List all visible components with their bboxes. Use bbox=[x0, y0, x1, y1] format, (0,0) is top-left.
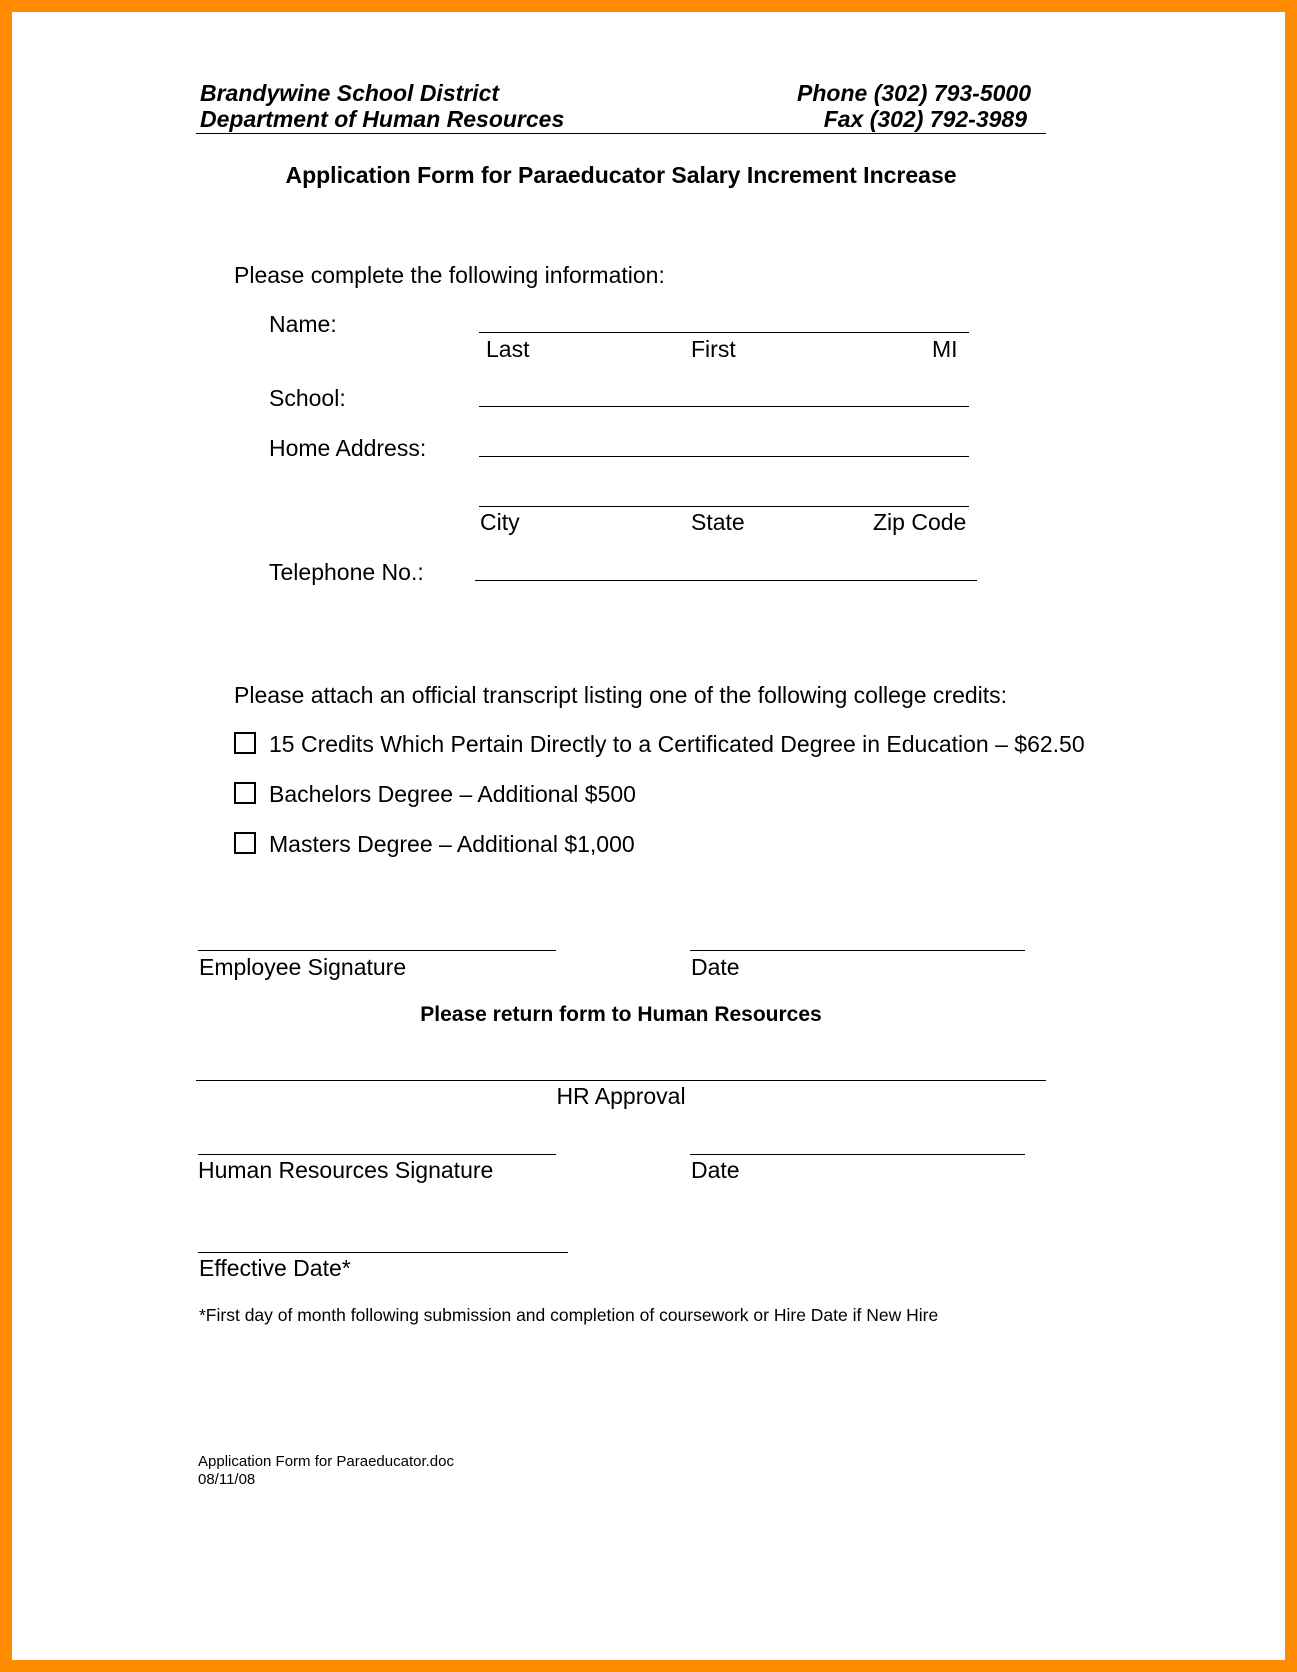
info-intro: Please complete the following information: bbox=[234, 262, 665, 288]
phone-number: Phone (302) 793-5000 bbox=[797, 80, 1031, 106]
effective-date-field[interactable] bbox=[198, 1252, 568, 1253]
telephone-label: Telephone No.: bbox=[269, 559, 424, 585]
credits-15-checkbox[interactable] bbox=[234, 732, 256, 754]
telephone-field[interactable] bbox=[475, 580, 977, 581]
footer-date: 08/11/08 bbox=[198, 1471, 256, 1488]
name-last-label: Last bbox=[486, 336, 530, 362]
form-title: Application Form for Paraeducator Salary Increment Increase bbox=[285, 162, 957, 188]
department-name: Department of Human Resources bbox=[200, 106, 565, 132]
effective-date-label: Effective Date* bbox=[199, 1255, 351, 1281]
fax-number: Fax (302) 792-3989 bbox=[823, 106, 1027, 132]
zip-code-label: Zip Code bbox=[873, 509, 967, 535]
hr-signature-field[interactable] bbox=[198, 1154, 556, 1155]
hr-date-field[interactable] bbox=[690, 1154, 1025, 1155]
name-label: Name: bbox=[269, 311, 337, 337]
school-label: School: bbox=[269, 385, 346, 411]
school-field[interactable] bbox=[479, 406, 969, 407]
hr-date-label: Date bbox=[691, 1157, 740, 1183]
bachelors-checkbox[interactable] bbox=[234, 782, 256, 804]
header-rule bbox=[196, 133, 1046, 134]
masters-checkbox[interactable] bbox=[234, 832, 256, 854]
employee-signature-label: Employee Signature bbox=[199, 954, 407, 980]
org-name: Brandywine School District bbox=[200, 80, 500, 106]
masters-label: Masters Degree – Additional $1,000 bbox=[269, 831, 635, 857]
employee-date-field[interactable] bbox=[690, 950, 1025, 951]
name-mi-label: MI bbox=[932, 336, 958, 362]
address-field-line2[interactable] bbox=[479, 506, 969, 507]
address-field-line1[interactable] bbox=[479, 456, 969, 457]
return-note: Please return form to Human Resources bbox=[420, 1003, 822, 1026]
footer-filename: Application Form for Paraeducator.doc bbox=[198, 1453, 454, 1470]
credits-intro: Please attach an official transcript listing one of the following college credits: bbox=[234, 682, 1008, 708]
hr-approval-rule bbox=[196, 1080, 1046, 1081]
hr-approval-label: HR Approval bbox=[556, 1083, 686, 1109]
state-label: State bbox=[691, 509, 745, 535]
address-label: Home Address: bbox=[269, 435, 427, 461]
credits-15-label: 15 Credits Which Pertain Directly to a Certificated Degree in Education – $62.50 bbox=[269, 731, 1085, 757]
name-first-label: First bbox=[691, 336, 736, 362]
hr-signature-label: Human Resources Signature bbox=[198, 1157, 494, 1183]
city-label: City bbox=[480, 509, 520, 535]
name-field[interactable] bbox=[479, 332, 969, 333]
footnote: *First day of month following submission and completion of coursework or Hire Date if New Hire bbox=[199, 1305, 939, 1325]
bachelors-label: Bachelors Degree – Additional $500 bbox=[269, 781, 636, 807]
employee-date-label: Date bbox=[691, 954, 740, 980]
employee-signature-field[interactable] bbox=[198, 950, 556, 951]
form-page bbox=[12, 12, 1285, 1660]
